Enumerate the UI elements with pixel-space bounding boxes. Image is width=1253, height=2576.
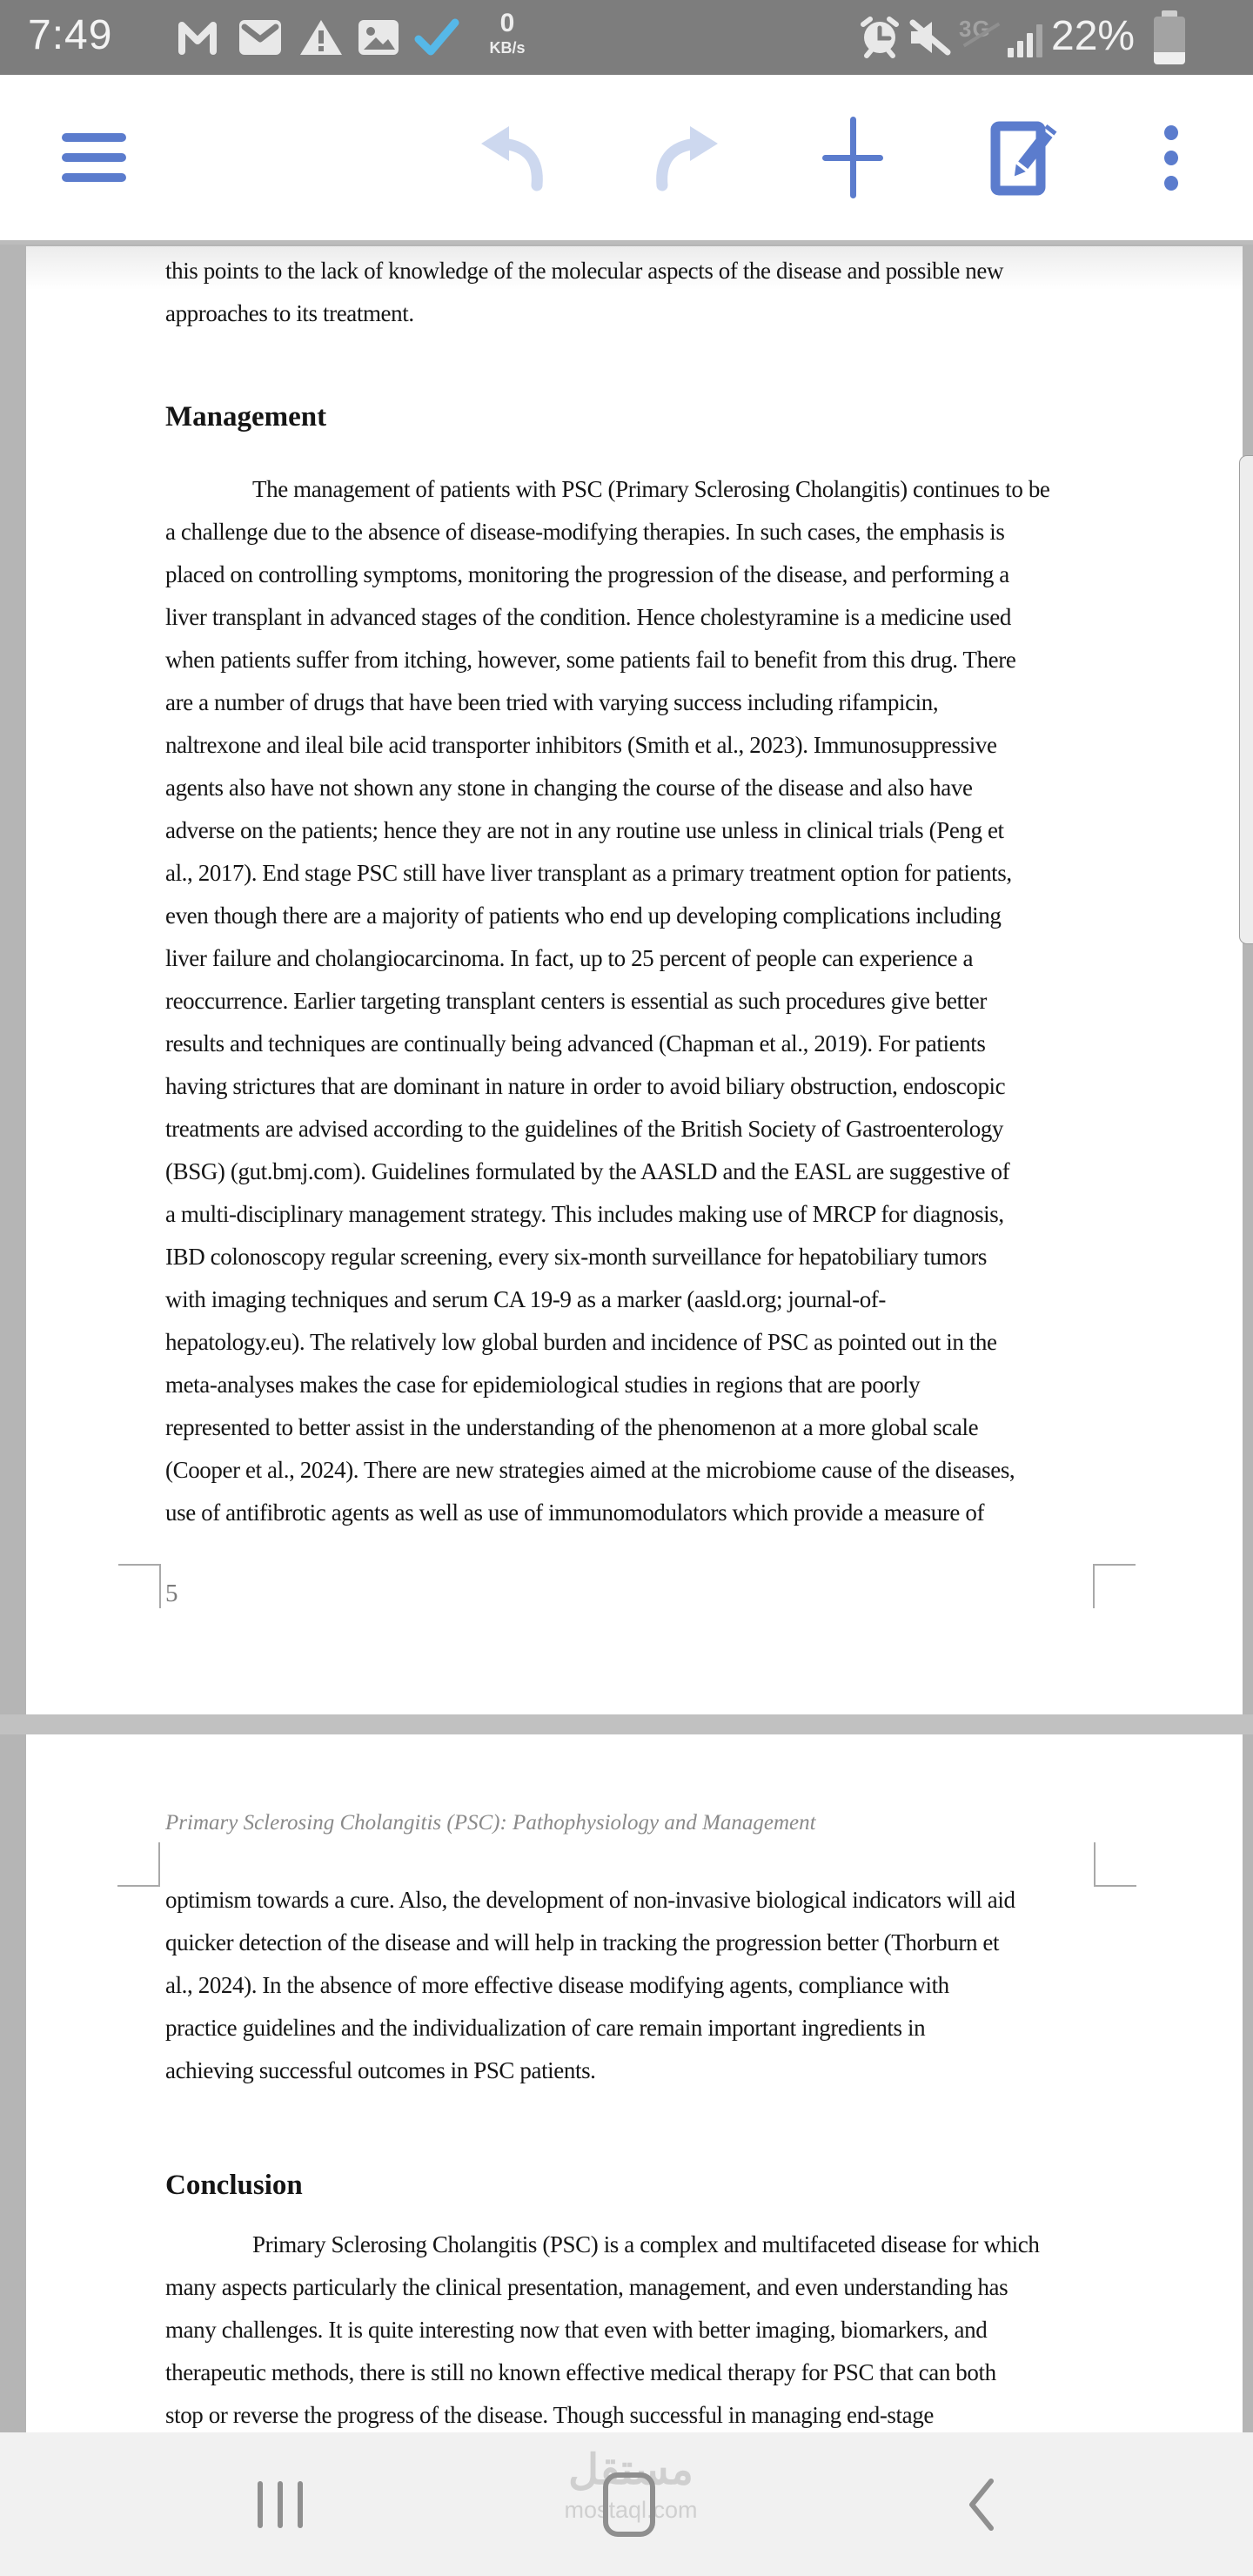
text-line: optimism towards a cure. Also, the development of non-invasive biological indicators will aid xyxy=(165,1887,1015,1913)
text-line: The management of patients with PSC (Primary Sclerosing Cholangitis) continues to be xyxy=(252,476,1050,502)
paragraph-continuation xyxy=(165,1879,1129,2092)
text-line: placed on controlling symptoms, monitoring the progression of the disease, and performing a xyxy=(165,561,1009,587)
text-line: achieving successful outcomes in PSC patients. xyxy=(165,2057,596,2083)
battery-percent-label: 22% xyxy=(1051,13,1136,59)
warning-icon xyxy=(298,0,345,75)
text-line: (Cooper et al., 2024). There are new strategies aimed at the microbiome cause of the diseases, xyxy=(165,1457,1015,1483)
page-number: 5 xyxy=(165,1580,178,1607)
battery-icon xyxy=(1154,10,1185,64)
text-line: a challenge due to the absence of disease-modifying therapies. In such cases, the emphasis is xyxy=(165,519,1005,545)
scrollbar-thumb[interactable] xyxy=(1239,455,1253,944)
network-type-label: 3G xyxy=(959,16,991,42)
recents-icon xyxy=(258,2481,303,2528)
back-icon xyxy=(966,2478,995,2532)
text-line: having strictures that are dominant in nature in order to avoid biliary obstruction, endoscopic xyxy=(165,1073,1006,1099)
document-scroll-area[interactable] xyxy=(0,245,1253,2432)
margin-corner-mark xyxy=(118,1564,161,1608)
edit-button[interactable] xyxy=(987,75,1062,240)
android-navigation-bar xyxy=(0,2432,1253,2576)
overflow-dots-icon xyxy=(1164,115,1178,201)
text-line: when patients suffer from itching, however, some patients fail to benefit from this drug. There xyxy=(165,647,1016,673)
text-line: many challenges. It is quite interesting now that even with better imaging, biomarkers, and xyxy=(165,2317,988,2343)
document-page-5 xyxy=(26,246,1243,1714)
text-line: Primary Sclerosing Cholangitis (PSC) is a complex and multifaceted disease for which xyxy=(252,2231,1040,2257)
gmail-icon xyxy=(174,0,221,75)
conclusion-paragraph xyxy=(165,2224,1129,2437)
mail-icon xyxy=(237,0,284,75)
paragraph-continuation xyxy=(165,250,1129,335)
add-button[interactable] xyxy=(811,75,895,240)
text-line: adverse on the patients; hence they are not in any routine use unless in clinical trials (Peng et xyxy=(165,817,1004,843)
redo-icon xyxy=(641,121,728,194)
mute-icon xyxy=(905,0,954,75)
text-line: practice guidelines and the individualization of care remain important ingredients in xyxy=(165,2015,926,2041)
text-line: stop or reverse the progress of the disease. Though successful in managing end-stage xyxy=(165,2402,934,2428)
text-line: liver transplant in advanced stages of the condition. Hence cholestyramine is a medicine used xyxy=(165,604,1011,630)
running-header: Primary Sclerosing Cholangitis (PSC): Pathophysiology and Management xyxy=(165,1811,816,1835)
text-line: represented to better assist in the understanding of the phenomenon at a more global scale xyxy=(165,1414,979,1440)
redo-button[interactable] xyxy=(637,75,733,240)
edit-icon xyxy=(990,117,1058,198)
data-rate-indicator xyxy=(477,10,538,56)
recents-button[interactable] xyxy=(240,2432,320,2576)
menu-button[interactable] xyxy=(57,75,131,240)
text-line: IBD colonoscopy regular screening, every six-month surveillance for hepatobiliary tumors xyxy=(165,1244,988,1270)
text-line: meta-analyses makes the case for epidemiological studies in regions that are poorly xyxy=(165,1372,921,1398)
text-line: use of antifibrotic agents as well as use of immunomodulators which provide a measure of xyxy=(165,1499,985,1526)
text-line: (BSG) (gut.bmj.com). Guidelines formulated by the AASLD and the EASL are suggestive of xyxy=(165,1158,1010,1184)
text-line: many aspects particularly the clinical presentation, management, and even understanding has xyxy=(165,2274,1008,2300)
data-rate-unit: KB/s xyxy=(489,39,526,57)
undo-button[interactable] xyxy=(466,75,562,240)
text-line: treatments are advised according to the guidelines of the British Society of Gastroenterology xyxy=(165,1116,1004,1142)
undo-icon xyxy=(471,121,558,194)
text-line: al., 2017). End stage PSC still have liver transplant as a primary treatment option for patients, xyxy=(165,860,1012,886)
text-line: hepatology.eu). The relatively low global burden and incidence of PSC as pointed out in the xyxy=(165,1329,997,1355)
text-line: even though there are a majority of patients who end up developing complications including xyxy=(165,902,1002,929)
app-toolbar xyxy=(0,75,1253,245)
gallery-icon xyxy=(355,0,402,75)
plus-icon xyxy=(822,117,883,198)
text-line: are a number of drugs that have been tried with varying success including rifampicin, xyxy=(165,689,939,715)
battery-fill xyxy=(1154,52,1185,64)
document-page-6 xyxy=(26,1734,1243,2432)
text-line: results and techniques are continually being advanced (Chapman et al., 2019). For patients xyxy=(165,1030,986,1057)
battery-body xyxy=(1154,17,1185,64)
watermark-arabic-text: مستقل xyxy=(568,2447,694,2493)
page-gap xyxy=(0,1714,1253,1734)
text-line: liver failure and cholangiocarcinoma. In fact, up to 25 percent of people can experience a xyxy=(165,945,974,971)
margin-corner-mark xyxy=(1093,1564,1136,1608)
battery-cap xyxy=(1162,10,1177,17)
text-line: approaches to its treatment. xyxy=(165,300,414,326)
section-heading-management: Management xyxy=(165,401,327,433)
text-line: reoccurrence. Earlier targeting transplant centers is essential as such procedures give better xyxy=(165,988,987,1014)
management-paragraph xyxy=(165,468,1129,1534)
status-bar xyxy=(0,0,1253,75)
sync-check-icon xyxy=(412,0,461,75)
hamburger-icon xyxy=(62,122,126,193)
text-line: agents also have not shown any stone in changing the course of the disease and also have xyxy=(165,775,973,801)
text-line: a multi-disciplinary management strategy. This includes making use of MRCP for diagnosis, xyxy=(165,1201,1004,1227)
signal-bars-icon xyxy=(1008,23,1048,57)
watermark-domain-text: mostaql.com xyxy=(564,2496,698,2523)
no-data-3g-icon xyxy=(959,16,1001,54)
margin-corner-mark xyxy=(117,1842,160,1887)
text-line: with imaging techniques and serum CA 19-9 as a marker (aasld.org; journal-of- xyxy=(165,1286,886,1312)
data-rate-value: 0 xyxy=(499,9,515,37)
back-button[interactable] xyxy=(941,2432,1020,2576)
text-line: therapeutic methods, there is still no known effective medical therapy for PSC that can both xyxy=(165,2359,996,2385)
text-line: this points to the lack of knowledge of the molecular aspects of the disease and possible new xyxy=(165,258,1004,284)
section-heading-conclusion: Conclusion xyxy=(165,2170,303,2201)
alarm-icon xyxy=(854,0,905,75)
more-options-button[interactable] xyxy=(1145,75,1197,240)
clock-time: 7:49 xyxy=(28,12,113,58)
text-line: naltrexone and ileal bile acid transporter inhibitors (Smith et al., 2023). Immunosuppressive xyxy=(165,732,997,758)
home-button[interactable] xyxy=(588,2432,670,2576)
text-line: al., 2024). In the absence of more effective disease modifying agents, compliance with xyxy=(165,1972,949,1998)
text-line: quicker detection of the disease and will help in tracking the progression better (Thorburn et xyxy=(165,1929,1000,1955)
home-icon xyxy=(603,2472,655,2537)
